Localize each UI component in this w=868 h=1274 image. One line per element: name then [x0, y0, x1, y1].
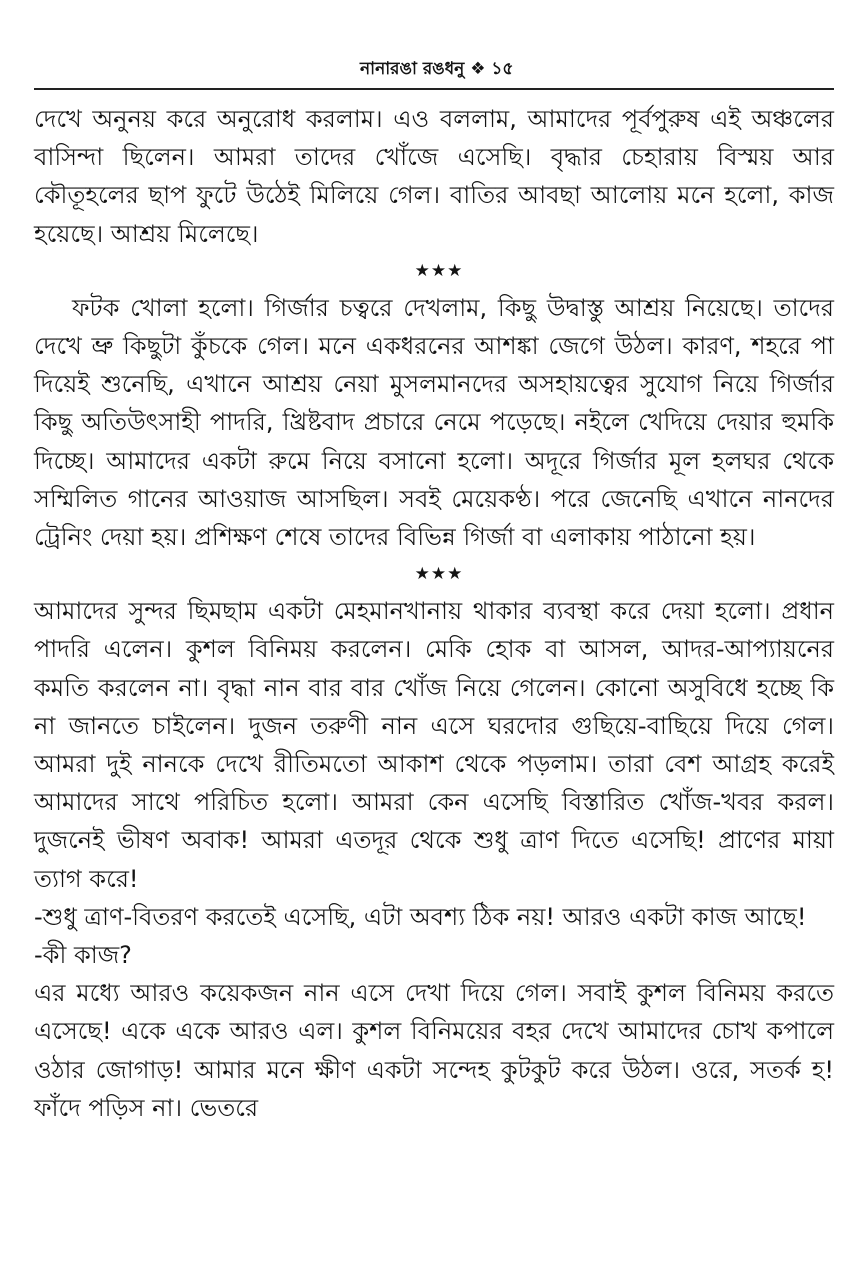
header-rule — [34, 88, 834, 90]
paragraph: দেখে অনুনয় করে অনুরোধ করলাম। এও বললাম, আমাদের পূর্বপুরুষ এই অঞ্চলের বাসিন্দা ছিলেন। আমরা তাদের খোঁজে এসেছি। বৃদ্ধার চেহারায় বিস্ময় আর কৌতূহলের ছাপ ফুটে উঠেই মিলিয়ে গেল। বাতির আবছা আলোয় মনে হলো, কাজ হয়েছে। আশ্রয় মিলেছে। — [34, 105, 834, 248]
paragraph: ফটক খোলা হলো। গির্জার চত্বরে দেখলাম, কিছু উদ্বাস্তু আশ্রয় নিয়েছে। তাদের দেখে ভ্রু কিছুটা কুঁচকে গেল। মনে একধরনের আশঙ্কা জেগে উঠল। কারণ, শহরে পা দিয়েই শুনেছি, এখানে আশ্রয় নেয়া মুসলমানদের অসহায়ত্বের সুযোগ নিয়ে গির্জার কিছু অতিউৎসাহী পাদরি, খ্রিষ্টবাদ প্রচারে নেমে পড়েছে। নইলে খেদিয়ে দেয়ার হুমকি দিচ্ছে। আমাদের একটা রুমে নিয়ে বসানো হলো। অদূরে গির্জার মূল হলঘর থেকে সম্মিলিত গানের আওয়াজ আসছিল। সবই মেয়েকণ্ঠ। পরে জেনেছি এখানে নানদের ট্রেনিং দেয়া হয়। প্রশিক্ষণ শেষে তাদের বিভিন্ন গির্জা বা এলাকায় পাঠানো হয়। — [34, 293, 834, 552]
paragraph: এর মধ্যে আরও কয়েকজন নান এসে দেখা দিয়ে গেল। সবাই কুশল বিনিময় করতে এসেছে! একে একে আরও এল। কুশল বিনিময়ের বহর দেখে আমাদের চোখ কপালে ওঠার জোগাড়! আমার মনে ক্ষীণ একটা সন্দেহ কুটকুট করে উঠল। ওরে, সতর্ক হ! ফাঁদে পড়িস না। ভেতরে — [34, 979, 834, 1122]
paragraph: -শুধু ত্রাণ-বিতরণ করতেই এসেছি, এটা অবশ্য ঠিক নয়! আরও একটা কাজ আছে! — [34, 902, 807, 931]
paragraph: আমাদের সুন্দর ছিমছাম একটা মেহমানখানায় থাকার ব্যবস্থা করে দেয়া হলো। প্রধান পাদরি এলেন। কুশল বিনিময় করলেন। মেকি হোক বা আসল, আদর-আপ্যায়নের কমতি করলেন না। বৃদ্ধা নান বার বার খোঁজ নিয়ে গেলেন। কোনো অসুবিধে হচ্ছে কি না জানতে চাইলেন। দুজন তরুণী নান এসে ঘরদোর গুছিয়ে-বাছিয়ে দিয়ে গেল। আমরা দুই নানকে দেখে রীতিমতো আকাশ থেকে পড়লাম। তারা বেশ আগ্রহ করেই আমাদের সাথে পরিচিত হলো। আমরা কেন এসেছি বিস্তারিত খোঁজ-খবর করল। দুজনেই ভীষণ অবাক! আমরা এতদূর থেকে শুধু ত্রাণ দিতে এসেছি! প্রাণের মায়া ত্যাগ করে! — [34, 597, 834, 893]
section-separator: ★★★ — [414, 564, 464, 585]
section-separator: ★★★ — [414, 260, 464, 281]
paragraph: -কী কাজ? — [34, 941, 132, 970]
page-body — [34, 100, 834, 1127]
running-header: নানারঙা রঙধনু ❖ ১৫ — [360, 59, 514, 79]
